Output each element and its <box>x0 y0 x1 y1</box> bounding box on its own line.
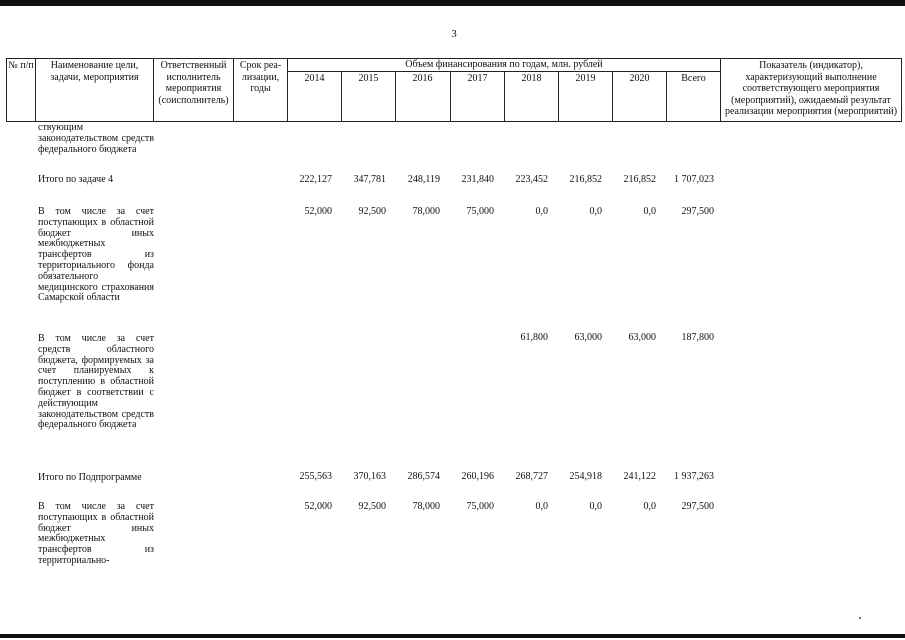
header-year: 2015 <box>358 73 379 84</box>
value-2014: 52,000 <box>304 206 332 217</box>
header-year: 2019 <box>575 73 596 84</box>
top-edge <box>0 0 905 6</box>
value-2019: 216,852 <box>569 174 602 185</box>
value-2016: 78,000 <box>412 206 440 217</box>
value-2019: 63,000 <box>574 332 602 343</box>
value-2015: 347,781 <box>353 174 386 185</box>
row-label: В том числе за счет поступающих в областной бюджет иных межбюджетных трансфертов из территориального фонда обязательного медицинского страхования Самарской области <box>38 206 154 304</box>
value-2017: 75,000 <box>466 501 494 512</box>
header-year: Всего <box>681 73 706 84</box>
value-2019: 0,0 <box>589 206 602 217</box>
header-year: 2017 <box>467 73 488 84</box>
value-2016: 78,000 <box>412 501 440 512</box>
row-label: В том числе за счет поступающих в областной бюджет иных межбюджетных трансфертов из территориально- <box>38 501 154 566</box>
value-total: 1 937,263 <box>674 471 714 482</box>
value-2018: 61,800 <box>520 332 548 343</box>
header-year: 2018 <box>521 73 542 84</box>
row-label: Итого по задаче 4 <box>38 174 114 185</box>
value-2015: 92,500 <box>358 206 386 217</box>
value-2014: 255,563 <box>299 471 332 482</box>
header-term: Срок реа-лизации, годы <box>239 60 282 94</box>
header-responsible: Ответственный исполнитель мероприятия (соисполнитель) <box>158 60 229 106</box>
value-total: 187,800 <box>681 332 714 343</box>
value-2017: 231,840 <box>461 174 494 185</box>
header-num: № п/п <box>8 60 34 71</box>
bottom-edge <box>0 634 905 638</box>
value-2017: 75,000 <box>466 206 494 217</box>
value-2014: 52,000 <box>304 501 332 512</box>
value-2018: 223,452 <box>515 174 548 185</box>
header-year: 2016 <box>412 73 433 84</box>
value-total: 297,500 <box>681 206 714 217</box>
value-2014: 222,127 <box>299 174 332 185</box>
row-label: Итого по Подпрограмме <box>38 472 142 483</box>
row-label: В том числе за счет средств областного бюджета, формируемых за счет планируемых к поступлению в областной бюджет в соответствии с действующим законодательством средств федерального бюджета <box>38 333 154 431</box>
value-2019: 254,918 <box>569 471 602 482</box>
value-2020: 0,0 <box>643 501 656 512</box>
value-2018: 0,0 <box>535 206 548 217</box>
value-2016: 286,574 <box>407 471 440 482</box>
scan-speck <box>859 617 861 619</box>
header-funding: Объем финансирования по годам, млн. рублей <box>405 59 603 70</box>
value-2015: 92,500 <box>358 501 386 512</box>
value-2020: 63,000 <box>628 332 656 343</box>
value-2016: 248,119 <box>407 174 440 185</box>
page-number: 3 <box>451 28 457 40</box>
row-label: ствующим законодательством средств федерального бюджета <box>38 122 154 155</box>
header-indicator: Показатель (индикатор), характеризующий выполнение соответствующего мероприятия (мероприятий), ожидаемый результат реализации мероприятия (мероприятий) <box>724 60 898 117</box>
value-2017: 260,196 <box>461 471 494 482</box>
value-total: 1 707,023 <box>674 174 714 185</box>
value-2018: 268,727 <box>515 471 548 482</box>
value-total: 297,500 <box>681 501 714 512</box>
header-name: Наименование цели, задачи, мероприятия <box>50 60 139 83</box>
value-2020: 216,852 <box>623 174 656 185</box>
value-2020: 0,0 <box>643 206 656 217</box>
value-2020: 241,122 <box>623 471 656 482</box>
value-2018: 0,0 <box>535 501 548 512</box>
header-year: 2020 <box>629 73 650 84</box>
header-year: 2014 <box>304 73 325 84</box>
value-2019: 0,0 <box>589 501 602 512</box>
value-2015: 370,163 <box>353 471 386 482</box>
